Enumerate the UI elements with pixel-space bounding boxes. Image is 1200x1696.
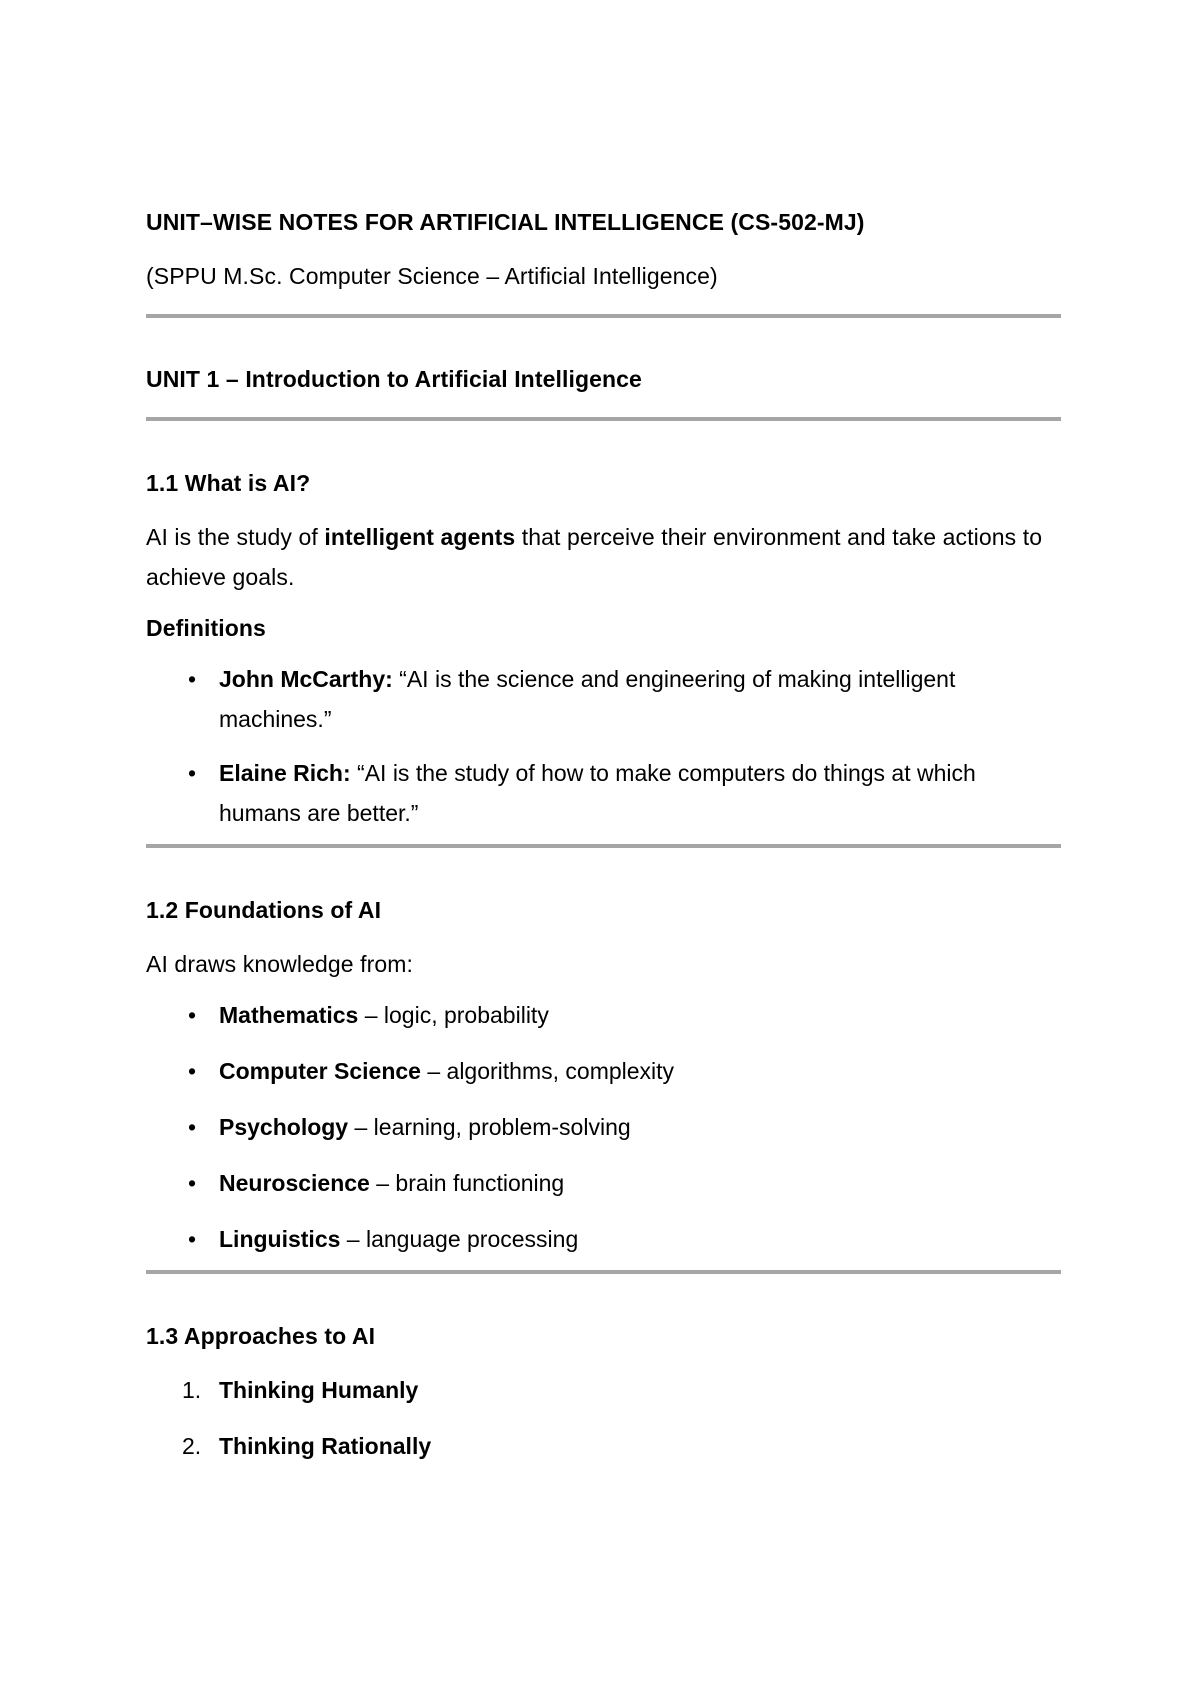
document-subtitle: (SPPU M.Sc. Computer Science – Artificial Intelligence): [146, 263, 718, 289]
definition-text: “AI is the study of how to make computers do things at which humans are better.”: [219, 760, 976, 826]
intro-text: that perceive their environment and take actions to achieve goals.: [146, 524, 1043, 590]
bullet-icon: •: [187, 1226, 197, 1252]
section-heading-1-3: 1.3 Approaches to AI: [146, 1323, 376, 1349]
definitions-list: [146, 659, 1061, 833]
foundations-list: [146, 995, 1061, 1259]
foundation-term: Psychology: [219, 1114, 349, 1140]
list-item: [146, 659, 1061, 739]
approaches-list: [146, 1370, 1061, 1466]
list-item: [146, 1107, 1061, 1147]
section-heading-1-1: 1.1 What is AI?: [146, 470, 311, 496]
bullet-icon: •: [187, 1114, 197, 1140]
foundation-text: – algorithms, complexity: [420, 1058, 675, 1084]
approach-term: Thinking Rationally: [219, 1433, 432, 1459]
section-heading-1-2: 1.2 Foundations of AI: [146, 897, 382, 923]
bullet-icon: •: [187, 1170, 197, 1196]
unit-heading: UNIT 1 – Introduction to Artificial Intelligence: [146, 366, 642, 392]
foundation-term: Computer Science: [219, 1058, 421, 1084]
list-number: 1.: [182, 1377, 202, 1403]
definition-term: John McCarthy:: [219, 666, 393, 692]
document-title: UNIT–WISE NOTES FOR ARTIFICIAL INTELLIGENCE (CS-502-MJ): [146, 209, 865, 235]
bullet-icon: •: [187, 760, 197, 786]
horizontal-rule: [146, 844, 1061, 848]
document-content: [146, 204, 1061, 1466]
list-item: [146, 1426, 1061, 1466]
list-item: [146, 1163, 1061, 1203]
intro-text: AI is the study of: [146, 524, 325, 550]
foundation-term: Mathematics: [219, 1002, 359, 1028]
foundation-text: – logic, probability: [358, 1002, 549, 1028]
list-item: [146, 1219, 1061, 1259]
horizontal-rule: [146, 1270, 1061, 1274]
definition-text: “AI is the science and engineering of making intelligent machines.”: [219, 666, 956, 732]
list-number: 2.: [182, 1433, 202, 1459]
list-item: [146, 995, 1061, 1035]
foundation-term: Linguistics: [219, 1226, 341, 1252]
foundation-text: – learning, problem-solving: [348, 1114, 631, 1140]
bullet-icon: •: [187, 1002, 197, 1028]
horizontal-rule: [146, 417, 1061, 421]
list-item: [146, 753, 1061, 833]
bullet-icon: •: [187, 1058, 197, 1084]
list-item: [146, 1370, 1061, 1410]
definition-term: Elaine Rich:: [219, 760, 351, 786]
foundation-term: Neuroscience: [219, 1170, 370, 1196]
foundation-text: – language processing: [340, 1226, 579, 1252]
bullet-icon: •: [187, 666, 197, 692]
intro-bold-term: intelligent agents: [324, 524, 516, 550]
foundation-text: – brain functioning: [369, 1170, 565, 1196]
section-intro-1-2: AI draws knowledge from:: [146, 951, 414, 977]
list-item: [146, 1051, 1061, 1091]
definitions-label: Definitions: [146, 615, 266, 641]
section-intro-1-1: [146, 517, 1061, 597]
horizontal-rule: [146, 314, 1061, 318]
approach-term: Thinking Humanly: [219, 1377, 419, 1403]
